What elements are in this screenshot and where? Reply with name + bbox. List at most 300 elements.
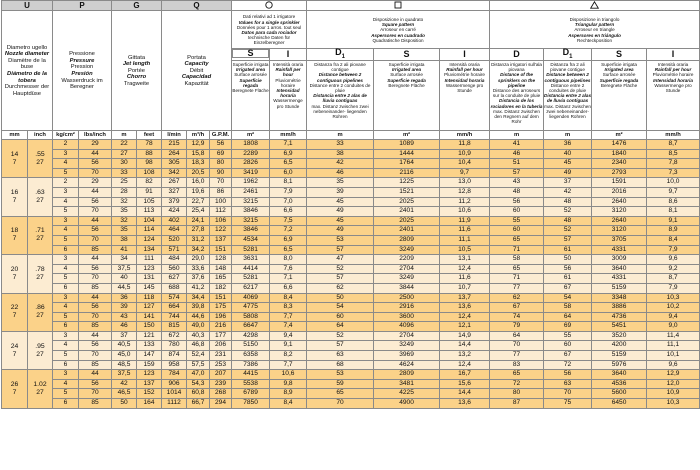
table-cell: 2809 (374, 370, 440, 380)
table-cell: 45 (307, 197, 374, 207)
table-cell: 1840 (592, 149, 647, 159)
table-cell: 75 (544, 399, 592, 409)
table-cell: 231 (210, 351, 232, 361)
table-cell: 12,4 (440, 264, 490, 274)
table-cell: 2016 (592, 187, 647, 197)
table-cell: 664 (162, 303, 187, 313)
table-cell: 327 (162, 187, 187, 197)
table-cell: 52,4 (187, 351, 210, 361)
table-cell: 3215 (232, 216, 270, 226)
table-cell: 151 (210, 245, 232, 255)
table-cell: 49,0 (187, 322, 210, 332)
table-cell: 2401 (374, 226, 440, 236)
table-cell: 13,6 (440, 303, 490, 313)
table-cell: 28 (112, 187, 137, 197)
table-cell: 402 (162, 216, 187, 226)
table-cell: 78 (137, 140, 162, 150)
table-cell: 5281 (232, 245, 270, 255)
table-cell: 3844 (374, 283, 440, 293)
table-cell: 65 (490, 264, 544, 274)
table-cell: 60 (544, 341, 592, 351)
table-cell: 182 (210, 283, 232, 293)
table-cell: 1521 (374, 187, 440, 197)
table-cell: 6,5 (270, 159, 307, 169)
table-cell: 91 (137, 187, 162, 197)
table-cell: 70 (544, 389, 592, 399)
table-cell: 379 (162, 197, 187, 207)
table-cell: 13,1 (440, 255, 490, 265)
table-row (2, 360, 700, 370)
table-cell: 42 (307, 159, 374, 169)
table-cell: 10,4 (440, 159, 490, 169)
table-cell: 4624 (374, 360, 440, 370)
table-cell: 70 (79, 235, 112, 245)
table-cell: 67 (544, 283, 592, 293)
table-cell: 59 (307, 379, 374, 389)
table-cell: 60 (490, 226, 544, 236)
nozzle-inch-cell: .63 27 (28, 178, 53, 216)
table-cell: 33 (307, 140, 374, 150)
table-cell: 45 (307, 216, 374, 226)
table-cell: 52 (307, 331, 374, 341)
table-cell: 42 (544, 187, 592, 197)
table-cell: 11,1 (440, 235, 490, 245)
table-cell: 152 (137, 389, 162, 399)
table-cell: 151 (210, 293, 232, 303)
table-cell: 48,5 (112, 360, 137, 370)
table-cell: 6450 (592, 399, 647, 409)
table-cell: 4534 (232, 235, 270, 245)
table-cell: 54 (544, 293, 592, 303)
table-cell: 145 (137, 283, 162, 293)
table-cell: 6 (53, 360, 79, 370)
table-cell: 85 (79, 322, 112, 332)
table-cell: 13,0 (440, 178, 490, 188)
letter-g: G (112, 1, 162, 11)
table-cell: 11,1 (647, 341, 700, 351)
nozzle-inch-cell: .55 27 (28, 140, 53, 178)
nozzle-inch-cell: .78 27 (28, 255, 53, 293)
column-letter-row (2, 1, 700, 11)
table-cell: 44 (79, 293, 112, 303)
table-cell: 8,0 (270, 255, 307, 265)
table-cell: 5 (53, 207, 79, 217)
table-cell: 44,5 (112, 283, 137, 293)
table-cell: 1962 (232, 178, 270, 188)
table-cell: 56 (79, 159, 112, 169)
table-cell: 32 (112, 216, 137, 226)
table-cell: 43 (490, 178, 544, 188)
table-cell: 3 (53, 216, 79, 226)
table-cell: 5 (53, 274, 79, 284)
table-cell: 70 (490, 341, 544, 351)
table-cell: 33,6 (187, 264, 210, 274)
table-cell: 39 (307, 187, 374, 197)
table-cell: 63 (544, 379, 592, 389)
unit-cell: mm/h (270, 131, 307, 140)
table-cell: 38 (112, 235, 137, 245)
table-cell: 35 (112, 207, 137, 217)
triangle-pattern-header: Disposizione in triangolo Triangular pattern Arroseur en triangle Aspersores en triángulo Rechteckposition (490, 11, 700, 49)
table-body (2, 140, 700, 409)
table-cell: 2340 (592, 159, 647, 169)
table-cell: 12,9 (647, 370, 700, 380)
unit-cell: m² (232, 131, 270, 140)
table-cell: 2704 (374, 331, 440, 341)
table-cell: 46 (490, 149, 544, 159)
table-cell: 37 (112, 331, 137, 341)
table-cell: 46 (112, 322, 137, 332)
table-cell: 3 (53, 293, 79, 303)
table-cell: 574 (162, 293, 187, 303)
sub-letter-d-triangle: D (490, 49, 544, 61)
table-cell: 123 (137, 370, 162, 380)
square-icon (394, 1, 402, 9)
table-cell: 5159 (592, 351, 647, 361)
unit-cell: mm/h (647, 131, 700, 140)
table-cell: 6217 (232, 283, 270, 293)
table-cell: 5 (53, 351, 79, 361)
triangle-pattern-group (490, 1, 700, 11)
table-cell: 7,1 (270, 140, 307, 150)
table-cell: 3640 (592, 264, 647, 274)
table-cell: 6,6 (270, 207, 307, 217)
table-cell: 11,8 (440, 140, 490, 150)
table-cell: 7,9 (270, 187, 307, 197)
table-cell: 124 (137, 235, 162, 245)
table-cell: 3 (53, 255, 79, 265)
table-cell: 48 (490, 187, 544, 197)
table-cell: 780 (162, 341, 187, 351)
unit-cell: kg/cm² (53, 131, 79, 140)
unit-cell: m² (374, 131, 440, 140)
table-row (2, 379, 700, 389)
table-cell: 6 (53, 245, 79, 255)
table-cell: 4200 (592, 341, 647, 351)
table-cell: 4298 (232, 331, 270, 341)
unit-cell: G.P.M. (210, 131, 232, 140)
table-cell: 74 (490, 312, 544, 322)
table-cell: 46 (307, 168, 374, 178)
table-cell: 57 (307, 274, 374, 284)
table-cell: 19,6 (187, 187, 210, 197)
table-cell: 68 (307, 360, 374, 370)
table-cell: 40,3 (187, 331, 210, 341)
table-cell: 80 (210, 159, 232, 169)
table-cell: 268 (210, 389, 232, 399)
sub-letter-i-triangle: I (647, 49, 700, 61)
nozzle-mm-cell: 26 7 (2, 370, 28, 408)
table-cell: 12,4 (440, 360, 490, 370)
units-row (2, 131, 700, 140)
table-cell: 3631 (232, 255, 270, 265)
table-cell: 4 (53, 197, 79, 207)
table-cell: 85 (79, 283, 112, 293)
triangle-icon (590, 1, 599, 9)
table-cell: 44 (79, 149, 112, 159)
sub-letter-i: I (270, 49, 307, 61)
throw-header: Gittata Jet length Portée Chorro Tragweite (112, 11, 162, 131)
table-cell: 2809 (374, 235, 440, 245)
table-cell: 11,4 (647, 331, 700, 341)
table-cell: 83 (490, 360, 544, 370)
table-cell: 52 (307, 264, 374, 274)
table-cell: 10,1 (647, 351, 700, 361)
table-cell: 2826 (232, 159, 270, 169)
table-cell: 55 (490, 216, 544, 226)
table-cell: 12,1 (440, 322, 490, 332)
table-cell: 6789 (232, 389, 270, 399)
table-cell: 4775 (232, 303, 270, 313)
table-cell: 71 (490, 245, 544, 255)
table-cell: 14,4 (440, 341, 490, 351)
nozzle-inch-cell: .71 27 (28, 216, 53, 254)
table-cell: 9,4 (647, 312, 700, 322)
table-cell: 106 (210, 216, 232, 226)
table-cell: 18,3 (187, 159, 210, 169)
table-cell: 36 (544, 140, 592, 150)
table-row (2, 331, 700, 341)
table-cell: 4069 (232, 293, 270, 303)
unit-cell: inch (28, 131, 53, 140)
table-cell: 7,9 (647, 245, 700, 255)
table-cell: 51 (490, 159, 544, 169)
table-cell: 177 (210, 331, 232, 341)
table-cell: 4736 (592, 312, 647, 322)
table-cell: 69 (544, 322, 592, 332)
table-row (2, 303, 700, 313)
table-cell: 88 (137, 149, 162, 159)
table-cell: 10,0 (647, 178, 700, 188)
table-cell: 2500 (374, 293, 440, 303)
table-cell: 22 (112, 140, 137, 150)
unit-cell: m² (592, 131, 647, 140)
sub-letter-s: S (232, 49, 269, 58)
table-cell: 4096 (374, 322, 440, 332)
table-cell: 56 (544, 264, 592, 274)
table-cell: 43 (112, 312, 137, 322)
table-cell: 39 (112, 303, 137, 313)
table-cell: 9,4 (270, 331, 307, 341)
table-cell: 906 (162, 379, 187, 389)
table-cell: 7,7 (270, 312, 307, 322)
table-cell: 3215 (232, 197, 270, 207)
table-cell: 70 (79, 207, 112, 217)
table-cell: 6,6 (270, 283, 307, 293)
table-cell: 40 (544, 149, 592, 159)
table-cell: 206 (210, 341, 232, 351)
area-triangle-desc: Superficie irrigata Irrigated area Surface arrosée Superficie regada Beregnete Fläche (592, 61, 647, 131)
table-cell: 48 (544, 197, 592, 207)
table-cell: 3886 (592, 303, 647, 313)
table-cell: 9,7 (440, 168, 490, 178)
table-cell: 5281 (232, 274, 270, 284)
table-cell: 4536 (592, 379, 647, 389)
table-row (2, 322, 700, 332)
table-row (2, 226, 700, 236)
table-cell: 122 (210, 226, 232, 236)
table-cell: 12,0 (647, 379, 700, 389)
table-row (2, 178, 700, 188)
table-row (2, 140, 700, 150)
table-cell: 22,7 (187, 197, 210, 207)
table-cell: 114 (137, 226, 162, 236)
table-cell: 196 (210, 312, 232, 322)
table-cell: 207 (210, 370, 232, 380)
table-cell: 2640 (592, 216, 647, 226)
table-cell: 2025 (374, 197, 440, 207)
table-cell: 4331 (592, 274, 647, 284)
table-cell: 164 (137, 399, 162, 409)
square-pattern-group (307, 1, 490, 11)
table-cell: 672 (162, 331, 187, 341)
table-cell: 29,0 (187, 255, 210, 265)
table-row (2, 283, 700, 293)
table-cell: 44 (79, 255, 112, 265)
table-cell: 67 (544, 351, 592, 361)
table-cell: 1444 (374, 149, 440, 159)
table-cell: 5538 (232, 379, 270, 389)
sub-letter-d1-square: $D_1$ (307, 49, 374, 61)
table-cell: 105 (137, 197, 162, 207)
table-row (2, 399, 700, 409)
table-cell: 1089 (374, 140, 440, 150)
table-cell: 3481 (374, 379, 440, 389)
table-cell: 9,7 (647, 187, 700, 197)
table-cell: 35 (112, 226, 137, 236)
table-cell: 520 (162, 235, 187, 245)
table-cell: 10,3 (647, 293, 700, 303)
table-cell: 62 (307, 283, 374, 293)
table-cell: 56 (79, 379, 112, 389)
table-cell: 1014 (162, 389, 187, 399)
table-cell: 10,9 (440, 149, 490, 159)
table-cell: 10,9 (647, 389, 700, 399)
table-cell: 112 (210, 207, 232, 217)
table-cell: 4415 (232, 370, 270, 380)
table-cell: 6 (53, 283, 79, 293)
circle-icon (265, 1, 273, 9)
table-cell: 8,9 (647, 226, 700, 236)
table-cell: 65 (307, 389, 374, 399)
table-cell: 37 (544, 178, 592, 188)
table-cell: 3009 (592, 255, 647, 265)
table-cell: 39,8 (187, 303, 210, 313)
table-cell: 56 (210, 140, 232, 150)
table-cell: 7,7 (270, 360, 307, 370)
table-cell: 123 (137, 264, 162, 274)
nozzle-mm-cell: 14 7 (2, 140, 28, 178)
table-cell: 1112 (162, 399, 187, 409)
unit-cell: lbs/inch (79, 131, 112, 140)
table-cell: 5600 (592, 389, 647, 399)
table-cell: 8,1 (647, 207, 700, 217)
table-cell: 159 (137, 360, 162, 370)
table-cell: 2 (53, 140, 79, 150)
table-cell: 33 (112, 168, 137, 178)
table-cell: 6,0 (270, 168, 307, 178)
table-cell: 37,5 (112, 264, 137, 274)
table-cell: 784 (162, 370, 187, 380)
table-cell: 108 (137, 168, 162, 178)
table-cell: 8,4 (270, 293, 307, 303)
table-row (2, 159, 700, 169)
table-cell: 2116 (374, 168, 440, 178)
unit-cell: mm (2, 131, 28, 140)
unit-cell: m (544, 131, 592, 140)
table-cell: 50 (307, 293, 374, 303)
table-cell: 77 (490, 283, 544, 293)
table-cell: 56 (79, 303, 112, 313)
single-sprinkler-group (232, 1, 307, 11)
table-cell: 34 (112, 255, 137, 265)
table-cell: 72 (544, 360, 592, 370)
table-cell: 37,5 (112, 370, 137, 380)
table-cell: 264 (162, 149, 187, 159)
table-cell: 3419 (232, 168, 270, 178)
table-cell: 133 (137, 341, 162, 351)
table-cell: 2209 (374, 255, 440, 265)
table-cell: 87 (490, 399, 544, 409)
table-cell: 7,9 (647, 283, 700, 293)
table-cell: 134 (137, 245, 162, 255)
table-cell: 49 (307, 226, 374, 236)
d1-triangle-desc: Distanza fra 2 ali piovane contigue Distance between 2 contiguous pipelines Distance entre 2 conduites de pluie Distancia entre 2 alas de lluvia contiguas max. Distanz zwischen zwei nebeneinander- liegenden Rohren (544, 61, 592, 131)
table-cell: 25,4 (187, 207, 210, 217)
table-cell: 8,1 (270, 178, 307, 188)
header-description-row (2, 11, 700, 49)
table-cell: 1764 (374, 159, 440, 169)
table-cell: 56 (79, 226, 112, 236)
table-cell: 2025 (374, 216, 440, 226)
table-cell: 13,7 (440, 293, 490, 303)
table-cell: 36 (112, 293, 137, 303)
table-cell: 6358 (232, 351, 270, 361)
table-cell: 47,0 (187, 370, 210, 380)
table-cell: 147 (137, 351, 162, 361)
table-row (2, 235, 700, 245)
table-cell: 70 (79, 351, 112, 361)
table-cell: 15,8 (187, 149, 210, 159)
unit-cell: mm/h (440, 131, 490, 140)
unit-cell: m (307, 131, 374, 140)
rate-triangle-desc: Intensità oraria Rainfall per hour Pluviométrie horaire Intensidad horaria Wassermenge pro Stunde (647, 61, 700, 131)
table-cell: 56 (544, 370, 592, 380)
table-cell: 54 (307, 303, 374, 313)
table-cell: 9,8 (270, 379, 307, 389)
table-cell: 7,6 (270, 264, 307, 274)
table-cell: 7850 (232, 399, 270, 409)
table-cell: 40 (112, 274, 137, 284)
table-cell: 3520 (592, 331, 647, 341)
table-cell: 52 (544, 226, 592, 236)
table-cell: 53 (307, 370, 374, 380)
table-row (2, 370, 700, 380)
nozzle-mm-cell: 18 7 (2, 216, 28, 254)
table-cell: 5 (53, 389, 79, 399)
table-cell: 79 (490, 322, 544, 332)
diameter-header: Diametro ugello Nozzle diameter Diamètre de la buse Diámetro de la tobera Durchmesser der Hauptdüse (2, 11, 53, 131)
table-row (2, 216, 700, 226)
table-cell: 4 (53, 341, 79, 351)
table-cell: 571 (162, 245, 187, 255)
table-row (2, 264, 700, 274)
table-row (2, 312, 700, 322)
table-cell: 44 (79, 331, 112, 341)
table-cell: 57,5 (187, 360, 210, 370)
letter-p: P (53, 1, 112, 11)
table-cell: 267 (162, 178, 187, 188)
